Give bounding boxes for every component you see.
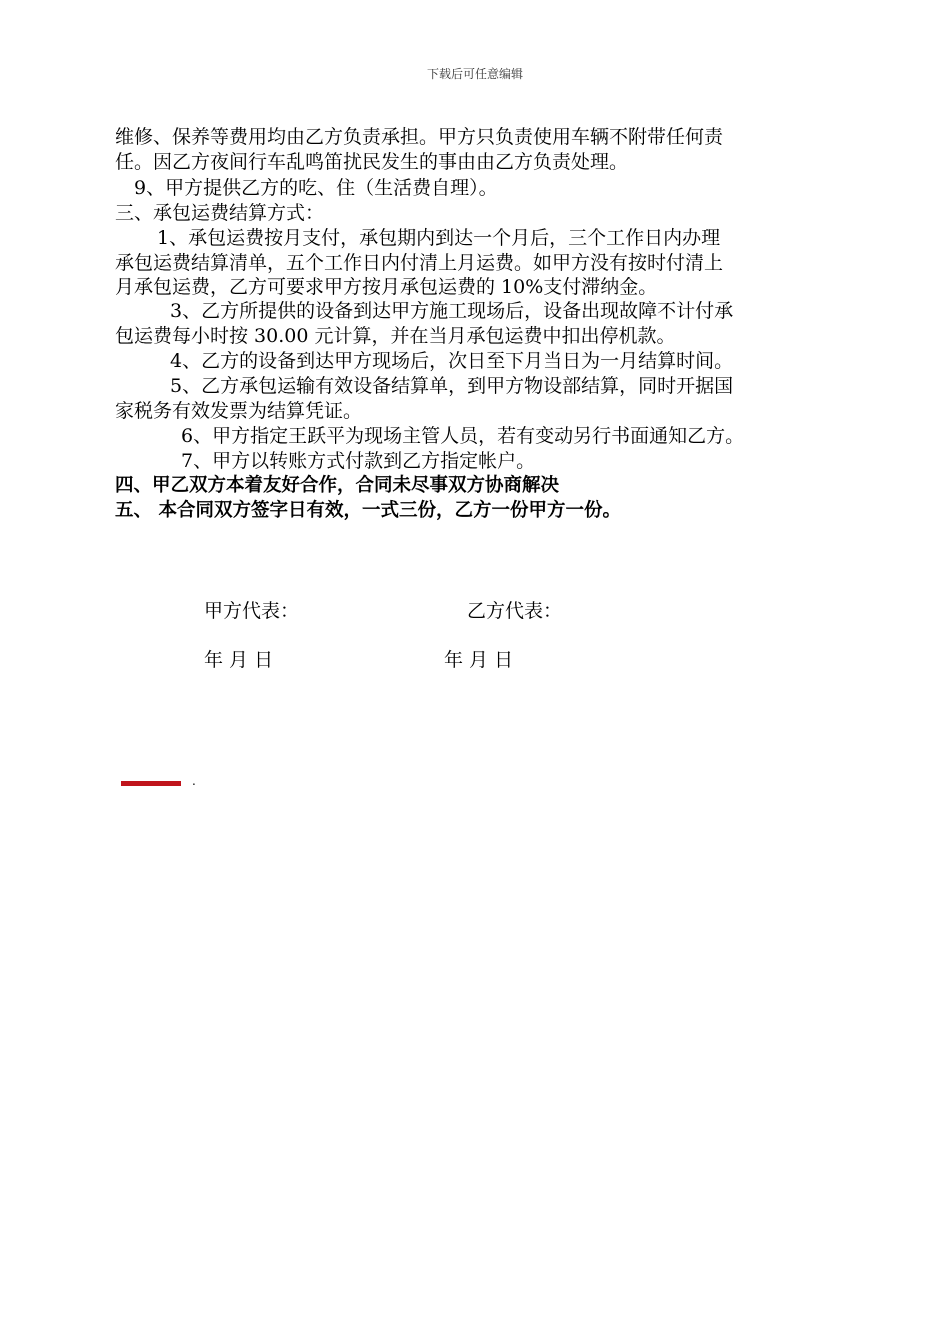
clause-3-1-cont-b: 月承包运费，乙方可要求甲方按月承包运费的 10%支付滞纳金。 xyxy=(115,276,658,298)
section-5-heading: 五、 本合同双方签字日有效，一式三份，乙方一份甲方一份。 xyxy=(115,500,621,521)
red-decorative-bar xyxy=(121,781,181,786)
party-b-date: 年 月 日 xyxy=(444,649,514,671)
clause-9: 9、甲方提供乙方的吃、住（生活费自理）。 xyxy=(134,177,498,199)
footer-dot: . xyxy=(192,774,196,788)
clause-3-5-cont: 家税务有效发票为结算凭证。 xyxy=(115,400,363,422)
clause-3-1-cont-a: 承包运费结算清单，五个工作日内付清上月运费。如甲方没有按时付清上 xyxy=(115,252,724,274)
clause-3-4: 4、乙方的设备到达甲方现场后，次日至下月当日为一月结算时间。 xyxy=(170,350,734,372)
clause-3-5: 5、乙方承包运输有效设备结算单，到甲方物设部结算，同时开据国 xyxy=(170,375,734,397)
body-line-1: 维修、保养等费用均由乙方负责承担。甲方只负责使用车辆不附带任何责 xyxy=(115,126,724,148)
clause-3-6: 6、甲方指定王跃平为现场主管人员，若有变动另行书面通知乙方。 xyxy=(181,425,745,447)
clause-3-1: 1、承包运费按月支付，承包期内到达一个月后，三个工作日内办理 xyxy=(157,227,721,249)
clause-3-3: 3、乙方所提供的设备到达甲方施工现场后，设备出现故障不计付承 xyxy=(170,300,734,322)
section-4-heading: 四、甲乙双方本着友好合作，合同未尽事双方协商解决 xyxy=(115,475,560,496)
clause-3-3-cont: 包运费每小时按 30.00 元计算，并在当月承包运费中扣出停机款。 xyxy=(115,325,676,347)
party-b-representative-label: 乙方代表： xyxy=(467,600,563,622)
page-header: 下载后可任意编辑 xyxy=(426,67,523,81)
body-line-2: 任。因乙方夜间行车乱鸣笛扰民发生的事由由乙方负责处理。 xyxy=(115,151,629,173)
clause-3-7: 7、甲方以转账方式付款到乙方指定帐户。 xyxy=(181,450,536,472)
party-a-date: 年 月 日 xyxy=(204,649,274,671)
party-a-representative-label: 甲方代表： xyxy=(204,600,300,622)
section-3-heading: 三、承包运费结算方式： xyxy=(115,202,325,224)
